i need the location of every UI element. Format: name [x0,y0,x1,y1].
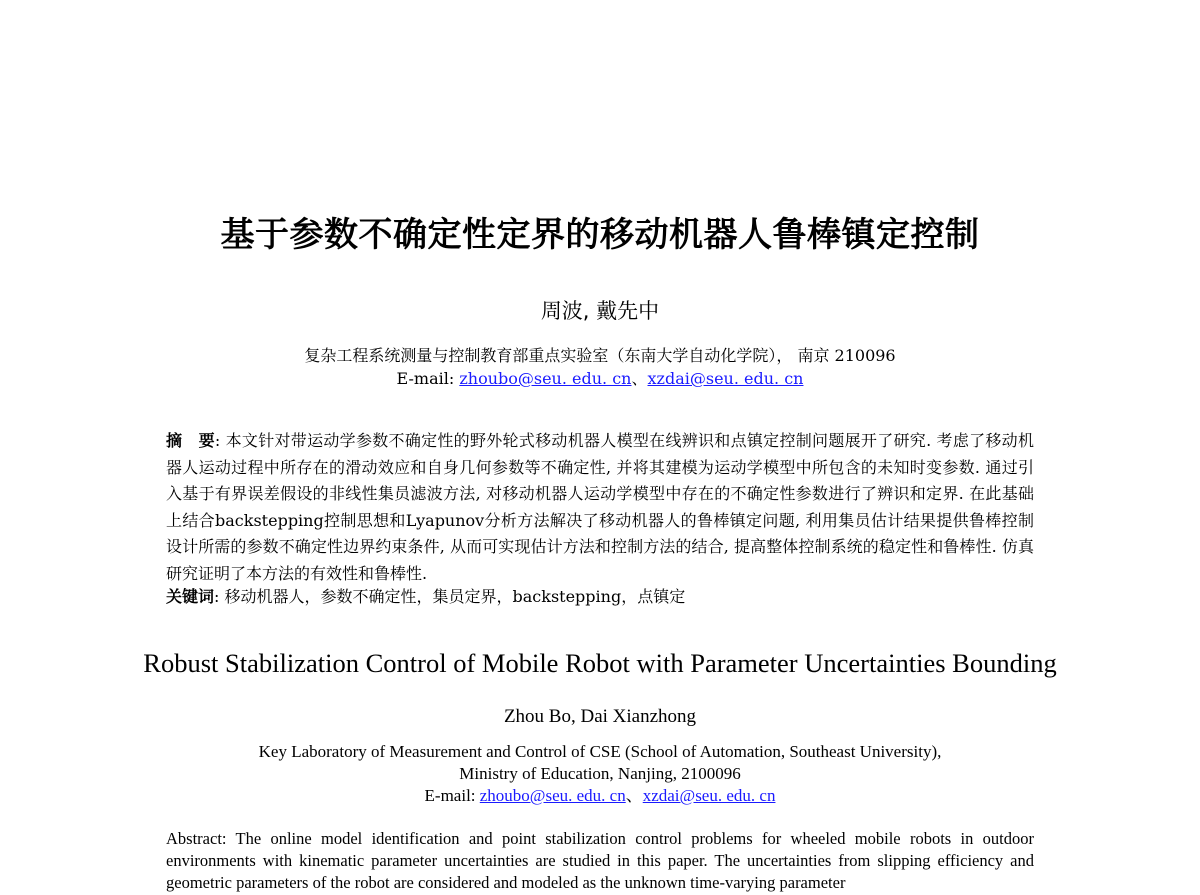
email-label: E-mail: [424,786,480,805]
chinese-affiliation: 复杂工程系统测量与控制教育部重点实验室（东南大学自动化学院）， 南京 210096 [304,346,896,365]
abstract-label: 摘 要 [166,431,215,450]
keywords-label: 关键词 [166,587,215,606]
email-label: E-mail: [396,369,460,388]
english-affiliation-line1: Key Laboratory of Measurement and Control of CSE (School of Automation, Southeast University), [258,742,942,761]
english-affiliation [0,741,1200,785]
email-separator: 、 [625,786,643,805]
keywords-text: 移动机器人，参数不确定性，集员定界，backstepping，点镇定 [224,587,686,606]
keywords-colon: : [214,587,225,606]
chinese-authors: 周波, 戴先中 [540,299,660,323]
english-abstract: Abstract: The online model identification and point stabilization control problems for wheeled mobile robots in outdoor environments with kinematic parameter uncertainties are studied in this paper. The uncertainties from slipping efficiency and geometric parameters of the robot are considered and modeled as the unknown time-varying parameter [166,829,1034,892]
chinese-abstract [166,428,1034,587]
abstract-text: 本文针对带运动学参数不确定性的野外轮式移动机器人模型在线辨识和点镇定控制问题展开了研究. 考虑了移动机器人运动过程中所存在的滑动效应和自身几何参数等不确定性, 并将其建模为运动学模型中所包含的未知时变参数. 通过引入基于有界误差假设的非线性集员滤波方法, 对移动机器人运动学模型中存在的不确定性参数进行了辨识和定界. 在此基础上结合backstepping控制思想和Lyapunov分析方法解决了移动机器人的鲁棒镇定问题, 利用集员估计结果提供鲁棒控制设计所需的参数不确定性边界约束条件, 从而可实现估计方法和控制方法的结合, 提高整体控制系统的稳定性和鲁棒性. 仿真研究证明了本方法的有效性和鲁棒性. [166,431,1034,583]
english-authors: Zhou Bo, Dai Xianzhong [503,706,697,727]
chinese-email-line [0,368,1200,390]
email-separator: 、 [631,369,648,388]
chinese-title: 基于参数不确定性定界的移动机器人鲁棒镇定控制 [220,215,980,255]
english-affiliation-line2: Ministry of Education, Nanjing, 2100096 [459,764,741,783]
chinese-keywords [166,584,1034,610]
english-title: Robust Stabilization Control of Mobile Robot with Parameter Uncertainties Bounding [143,648,1057,678]
email-link-zhoubo[interactable]: zhoubo@seu. edu. cn [459,369,632,388]
email-link-xzdai[interactable]: xzdai@seu. edu. cn [642,786,776,805]
email-link-xzdai[interactable]: xzdai@seu. edu. cn [647,369,804,388]
abstract-colon: : [214,431,226,450]
email-link-zhoubo[interactable]: zhoubo@seu. edu. cn [479,786,626,805]
english-email-line [0,785,1200,807]
